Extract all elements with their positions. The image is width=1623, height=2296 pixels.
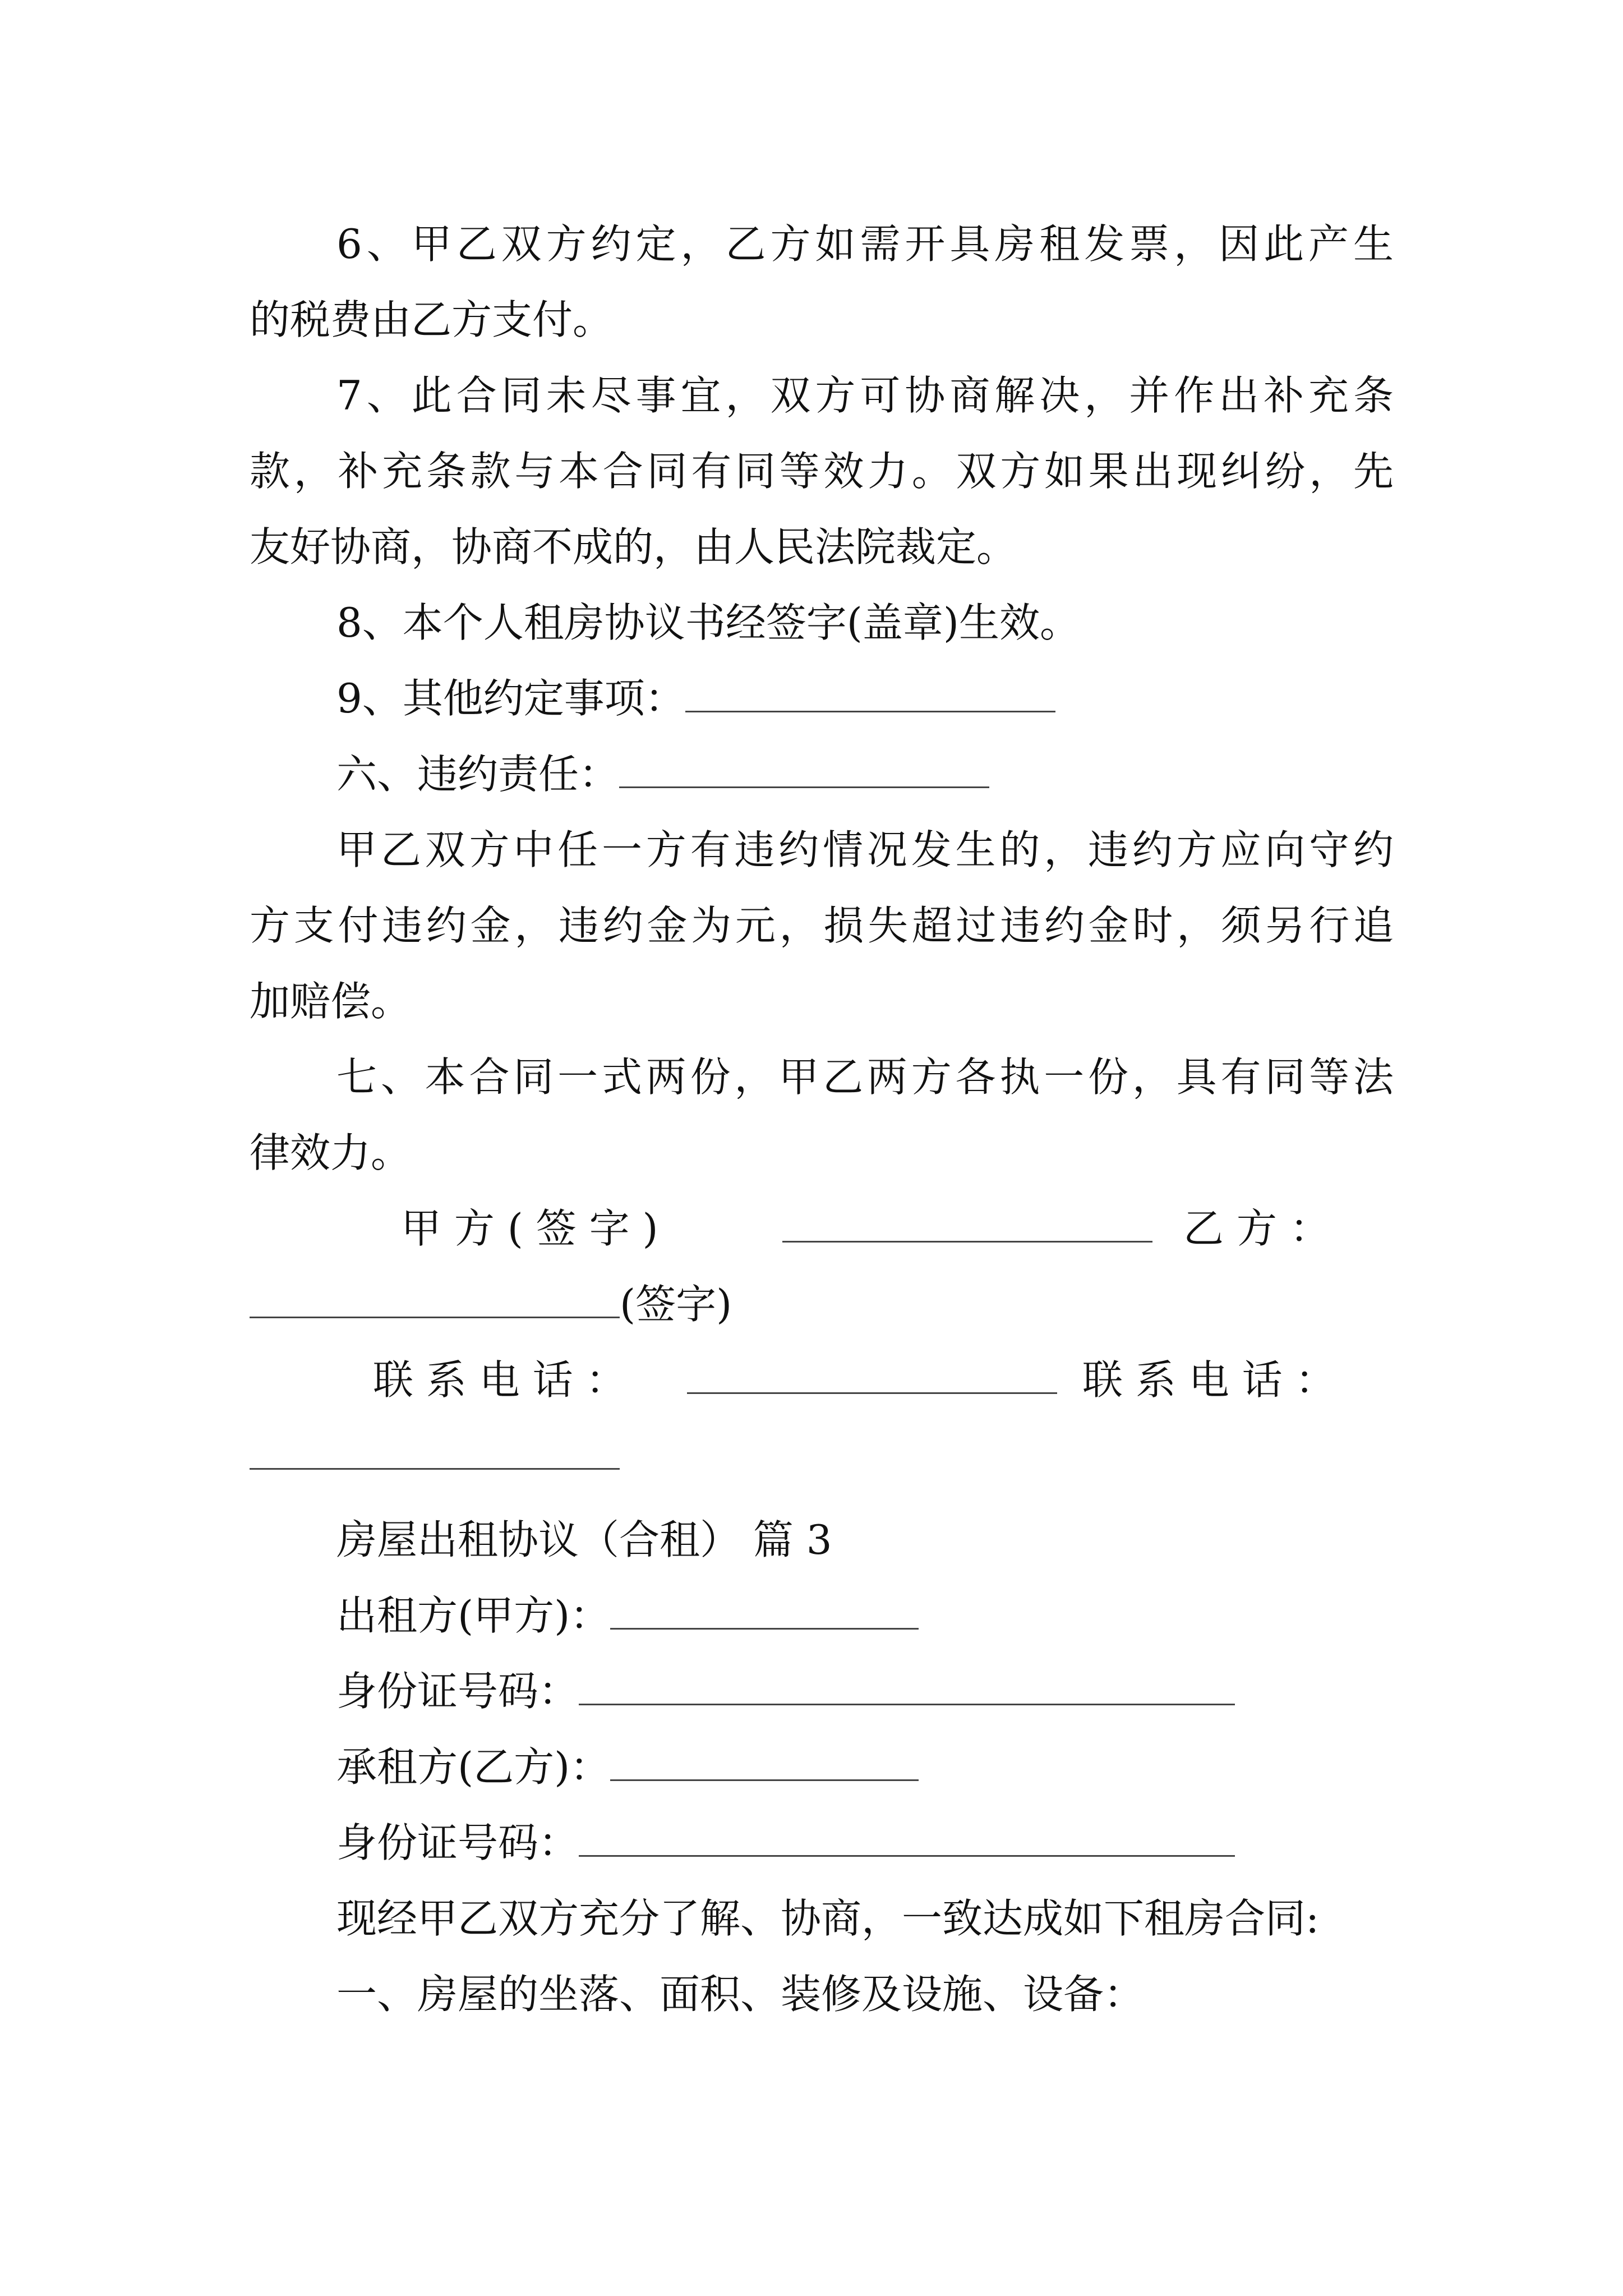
- party-b-sign-blank: [250, 1283, 620, 1318]
- id-b-label: 身份证号码：: [336, 1819, 579, 1866]
- phone-b-blank: [250, 1434, 620, 1470]
- breach-line-3: 加赔偿。: [250, 978, 412, 1025]
- section-7-line-2: 律效力。: [250, 1129, 412, 1176]
- lessee-label: 承租方(乙方)：: [336, 1743, 611, 1791]
- party-a-sign-blank: [782, 1207, 1152, 1243]
- clause-7-line-3: 友好协商，协商不成的，由人民法院裁定。: [250, 523, 1017, 570]
- breach-line-2: 方支付违约金，违约金为元，损失超过违约金时，须另行追: [250, 902, 1394, 949]
- lessor-row: [336, 1590, 1394, 1641]
- clause-8: 8、本个人租房协议书经签字(盖章)生效。: [336, 599, 1080, 646]
- phone-b-label: 联 系 电 话 ：: [1082, 1356, 1336, 1404]
- clause-9-blank: [685, 677, 1055, 712]
- id-b-row: [336, 1818, 1394, 1868]
- clause-6-line-1: 6、甲乙双方约定，乙方如需开具房租发票，因此产生: [336, 220, 1394, 268]
- phone-a-blank: [687, 1359, 1057, 1394]
- id-a-label: 身份证号码：: [336, 1668, 579, 1715]
- item-1-heading: 一、房屋的坐落、面积、装修及设施、设备：: [336, 1971, 1145, 2018]
- party-a-sign-label: 甲 方 ( 签 字 ): [401, 1205, 658, 1252]
- section-6-blank: [619, 753, 989, 788]
- id-b-blank: [579, 1821, 1235, 1857]
- party-b-sign-row: [250, 1279, 732, 1329]
- id-a-row: [336, 1666, 1394, 1717]
- clause-9-row: [336, 673, 1394, 724]
- clause-7-line-2: 款，补充条款与本合同有同等效力。双方如果出现纠纷，先: [250, 448, 1394, 495]
- section-7-line-1: 七、本合同一式两份，甲乙两方各执一份，具有同等法: [336, 1053, 1394, 1101]
- clause-9-label: 9、其他约定事项：: [336, 675, 685, 722]
- clause-6-line-2: 的税费由乙方支付。: [250, 296, 614, 343]
- phone-b-blank-wrap: [250, 1430, 620, 1481]
- lessee-row: [336, 1742, 1394, 1792]
- lessor-blank: [610, 1594, 919, 1630]
- phone-a-blank-wrap: [687, 1355, 1057, 1405]
- phone-a-label: 联 系 电 话 ：: [373, 1356, 626, 1404]
- lessee-blank: [610, 1746, 919, 1781]
- party-b-label: 乙 方 ：: [1183, 1205, 1330, 1252]
- breach-line-1: 甲乙双方中任一方有违约情况发生的，违约方应向守约: [336, 826, 1394, 873]
- party-a-sign-blank-wrap: [782, 1203, 1152, 1254]
- id-a-blank: [579, 1670, 1235, 1705]
- party-b-sign-suffix: (签字): [620, 1281, 732, 1328]
- section-6-row: [336, 749, 1394, 799]
- contract-intro: 现经甲乙双方充分了解、协商，一致达成如下租房合同:: [336, 1895, 1320, 1942]
- agreement-title-3: 房屋出租协议（合租） 篇 3: [336, 1516, 832, 1563]
- lessor-label: 出租方(甲方)：: [336, 1592, 611, 1639]
- clause-7-line-1: 7、此合同未尽事宜，双方可协商解决，并作出补充条: [336, 372, 1394, 419]
- section-6-label: 六、违约责任：: [336, 751, 620, 798]
